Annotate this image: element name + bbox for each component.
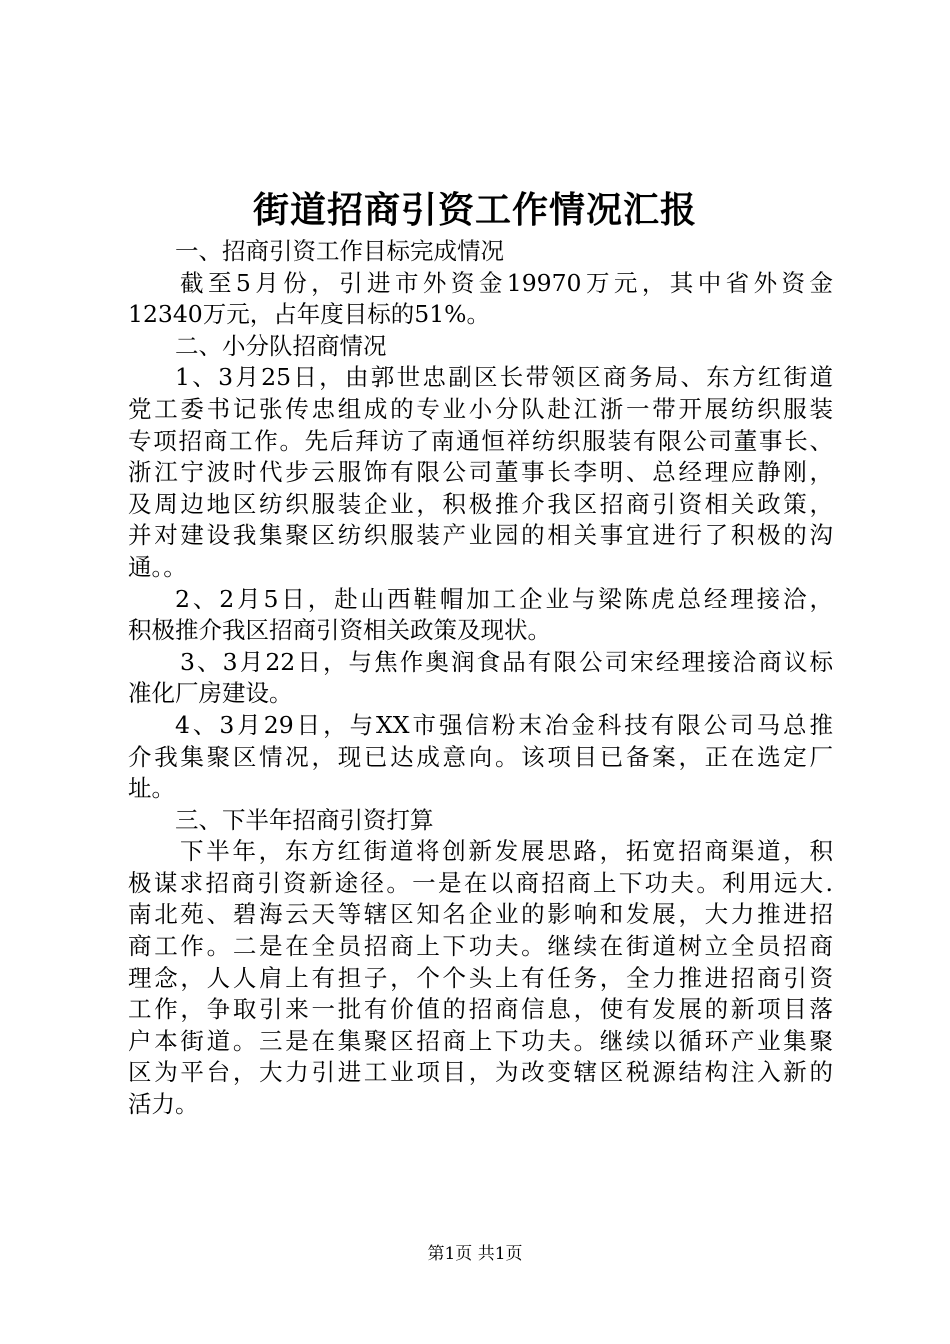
paragraph-line: 积极推介我区招商引资相关政策及现状。 (128, 616, 551, 645)
paragraph-line: 区为平台，大力引进工业项目，为改变辖区税源结构注入新的 (128, 1058, 833, 1087)
paragraph-line: 户本街道。三是在集聚区招商上下功夫。继续以循环产业集聚 (128, 1026, 833, 1055)
document-body (128, 236, 833, 1121)
paragraph-line: 截至5月份，引进市外资金19970万元，其中省外资金 (180, 268, 833, 297)
paragraph-line: 理念，人人肩上有担子，个个头上有任务，全力推进招商引资 (128, 963, 833, 992)
page-footer: 第1页 共1页 (427, 1244, 523, 1264)
paragraph-line: 3、3月22日，与焦作奥润食品有限公司宋经理接洽商议标 (180, 647, 833, 676)
section-heading: 二、小分队招商情况 (175, 331, 387, 360)
paragraph-line: 下半年，东方红街道将创新发展思路，拓宽招商渠道，积 (180, 837, 833, 866)
paragraph-line: 并对建设我集聚区纺织服装产业园的相关事宜进行了积极的沟 (128, 521, 833, 550)
paragraph-line: 工作，争取引来一批有价值的招商信息，使有发展的新项目落 (128, 995, 833, 1024)
paragraph-line: 党工委书记张传忠组成的专业小分队赴江浙一带开展纺织服装 (128, 394, 833, 423)
paragraph-line: 南北苑、碧海云天等辖区知名企业的影响和发展，大力推进招 (128, 900, 833, 929)
paragraph-line: 浙江宁波时代步云服饰有限公司董事长李明、总经理应静刚， (128, 458, 833, 487)
paragraph-line: 4、3月29日，与XX市强信粉末冶金科技有限公司马总推 (175, 710, 833, 739)
paragraph-line: 介我集聚区情况，现已达成意向。该项目已备案，正在选定厂 (128, 742, 833, 771)
paragraph-line: 专项招商工作。先后拜访了南通恒祥纺织服装有限公司董事长、 (128, 426, 833, 455)
section-heading: 三、下半年招商引资打算 (175, 805, 434, 834)
paragraph-line: 及周边地区纺织服装企业，积极推介我区招商引资相关政策， (128, 489, 833, 518)
section-heading: 一、招商引资工作目标完成情况 (175, 237, 504, 265)
paragraph-line: 极谋求招商引资新途径。一是在以商招商上下功夫。利用远大. (128, 868, 833, 897)
paragraph-line: 1、3月25日，由郭世忠副区长带领区商务局、东方红街道 (175, 363, 833, 392)
paragraph-line: 址。 (128, 774, 175, 803)
paragraph-line: 通。。 (128, 552, 187, 581)
paragraph-line: 活力。 (128, 1090, 199, 1119)
paragraph-line: 12340万元，占年度目标的51%。 (128, 300, 490, 329)
paragraph-line: 准化厂房建设。 (128, 679, 293, 708)
document-title: 街道招商引资工作情况汇报 (252, 189, 697, 231)
paragraph-line: 商工作。二是在全员招商上下功夫。继续在街道树立全员招商 (128, 932, 833, 961)
paragraph-line: 2、2月5日，赴山西鞋帽加工企业与梁陈虎总经理接洽， (175, 584, 833, 613)
